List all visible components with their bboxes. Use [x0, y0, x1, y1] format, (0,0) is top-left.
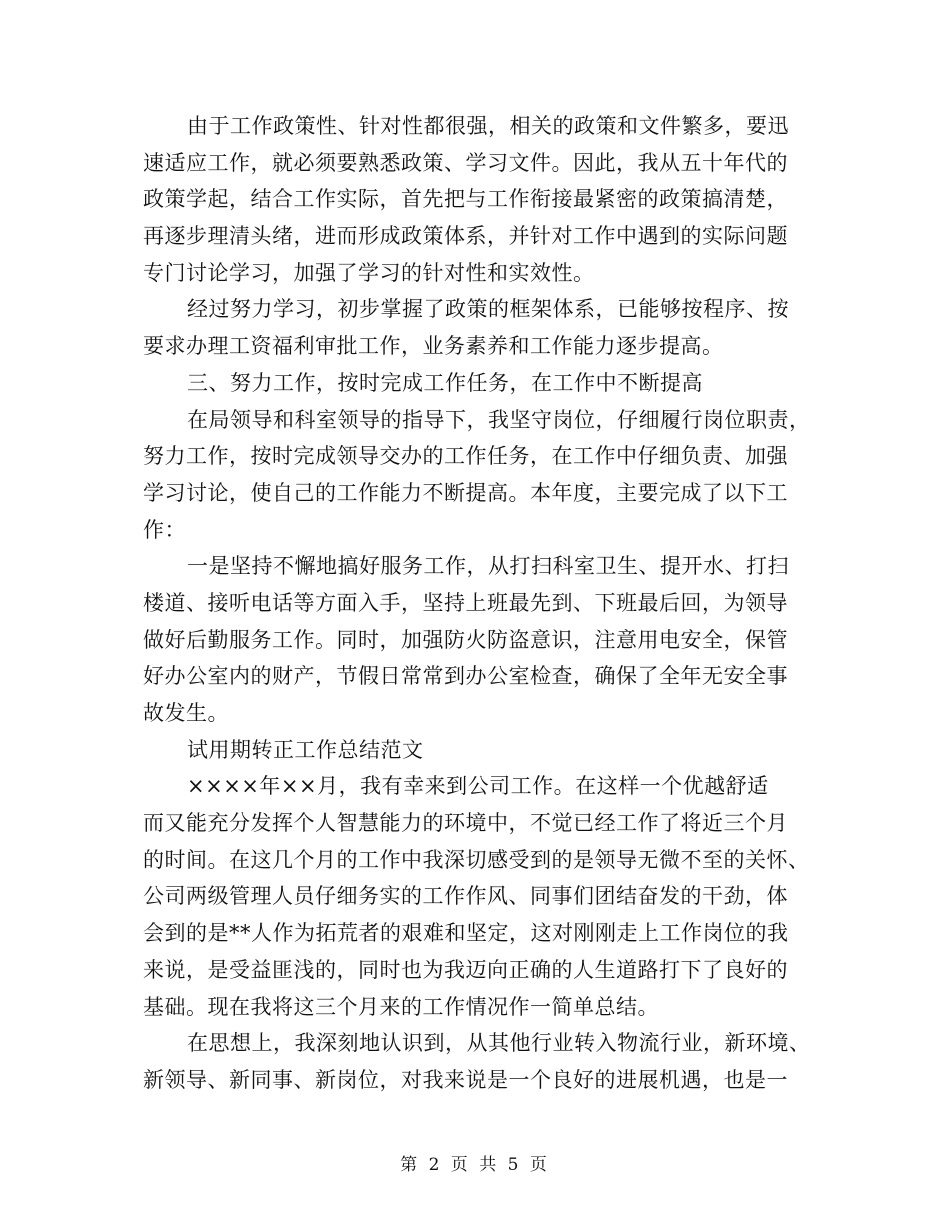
text-line: 会到的是**人作为拓荒者的艰难和坚定，这对刚刚走上工作岗位的我	[143, 921, 789, 946]
text-line: 的时间。在这几个月的工作中我深切感受到的是领导无微不至的关怀、	[143, 847, 810, 872]
text-line: 好办公室内的财产，节假日常常到办公室检查，确保了全年无安全事	[143, 664, 788, 689]
article-title: 试用期转正工作总结范文	[187, 737, 424, 762]
text-line: 一是坚持不懈地搞好服务工作，从打扫科室卫生、提开水、打扫	[187, 554, 789, 579]
text-line: 而又能充分发挥个人智慧能力的环境中，不觉已经工作了将近三个月	[143, 811, 788, 836]
text-line: 故发生。	[143, 701, 229, 725]
text-line: 速适应工作，就必须要熟悉政策、学习文件。因此，我从五十年代的	[143, 150, 788, 175]
text-line: 新领导、新同事、新岗位，对我来说是一个良好的进展机遇，也是一	[143, 1067, 788, 1092]
text-line: 由于工作政策性、针对性都很强，相关的政策和文件繁多，要迅	[187, 114, 789, 138]
text-line: ××××年××月，我有幸来到公司工作。在这样一个优越舒适	[187, 774, 769, 799]
text-line: 作：	[143, 517, 186, 542]
text-line: 来说，是受益匪浅的，同时也为我迈向正确的人生道路打下了良好的	[143, 957, 788, 982]
text-line: 做好后勤服务工作。同时，加强防火防盗意识，注意用电安全，保管	[143, 627, 788, 652]
section-heading: 三、努力工作，按时完成工作任务，在工作中不断提高	[187, 370, 703, 395]
text-line: 公司两级管理人员仔细务实的工作作风、同事们团结奋发的干劲，体	[143, 884, 788, 909]
page-number-footer: 第 2 页 共 5 页	[400, 1155, 550, 1175]
text-line: 再逐步理清头绪，进而形成政策体系，并针对工作中遇到的实际问题	[143, 224, 788, 249]
text-line: 专门讨论学习，加强了学习的针对性和实效性。	[143, 260, 595, 285]
text-line: 要求办理工资福利审批工作，业务素养和工作能力逐步提高。	[143, 334, 724, 359]
text-line: 政策学起，结合工作实际，首先把与工作衔接最紧密的政策搞清楚，	[143, 187, 788, 212]
text-line: 基础。现在我将这三个月来的工作情况作一简单总结。	[143, 994, 659, 1019]
text-line: 经过努力学习，初步掌握了政策的框架体系，已能够按程序、按	[187, 297, 789, 322]
text-line: 在局领导和科室领导的指导下，我坚守岗位，仔细履行岗位职责，	[187, 407, 811, 432]
text-line: 努力工作，按时完成领导交办的工作任务，在工作中仔细负责、加强	[143, 444, 788, 469]
text-line: 学习讨论，使自己的工作能力不断提高。本年度，主要完成了以下工	[143, 480, 788, 505]
document-body	[143, 108, 815, 1099]
text-line: 楼道、接听电话等方面入手，坚持上班最先到、下班最后回，为领导	[143, 590, 788, 615]
text-line: 在思想上，我深刻地认识到，从其他行业转入物流行业，新环境、	[187, 1031, 811, 1056]
